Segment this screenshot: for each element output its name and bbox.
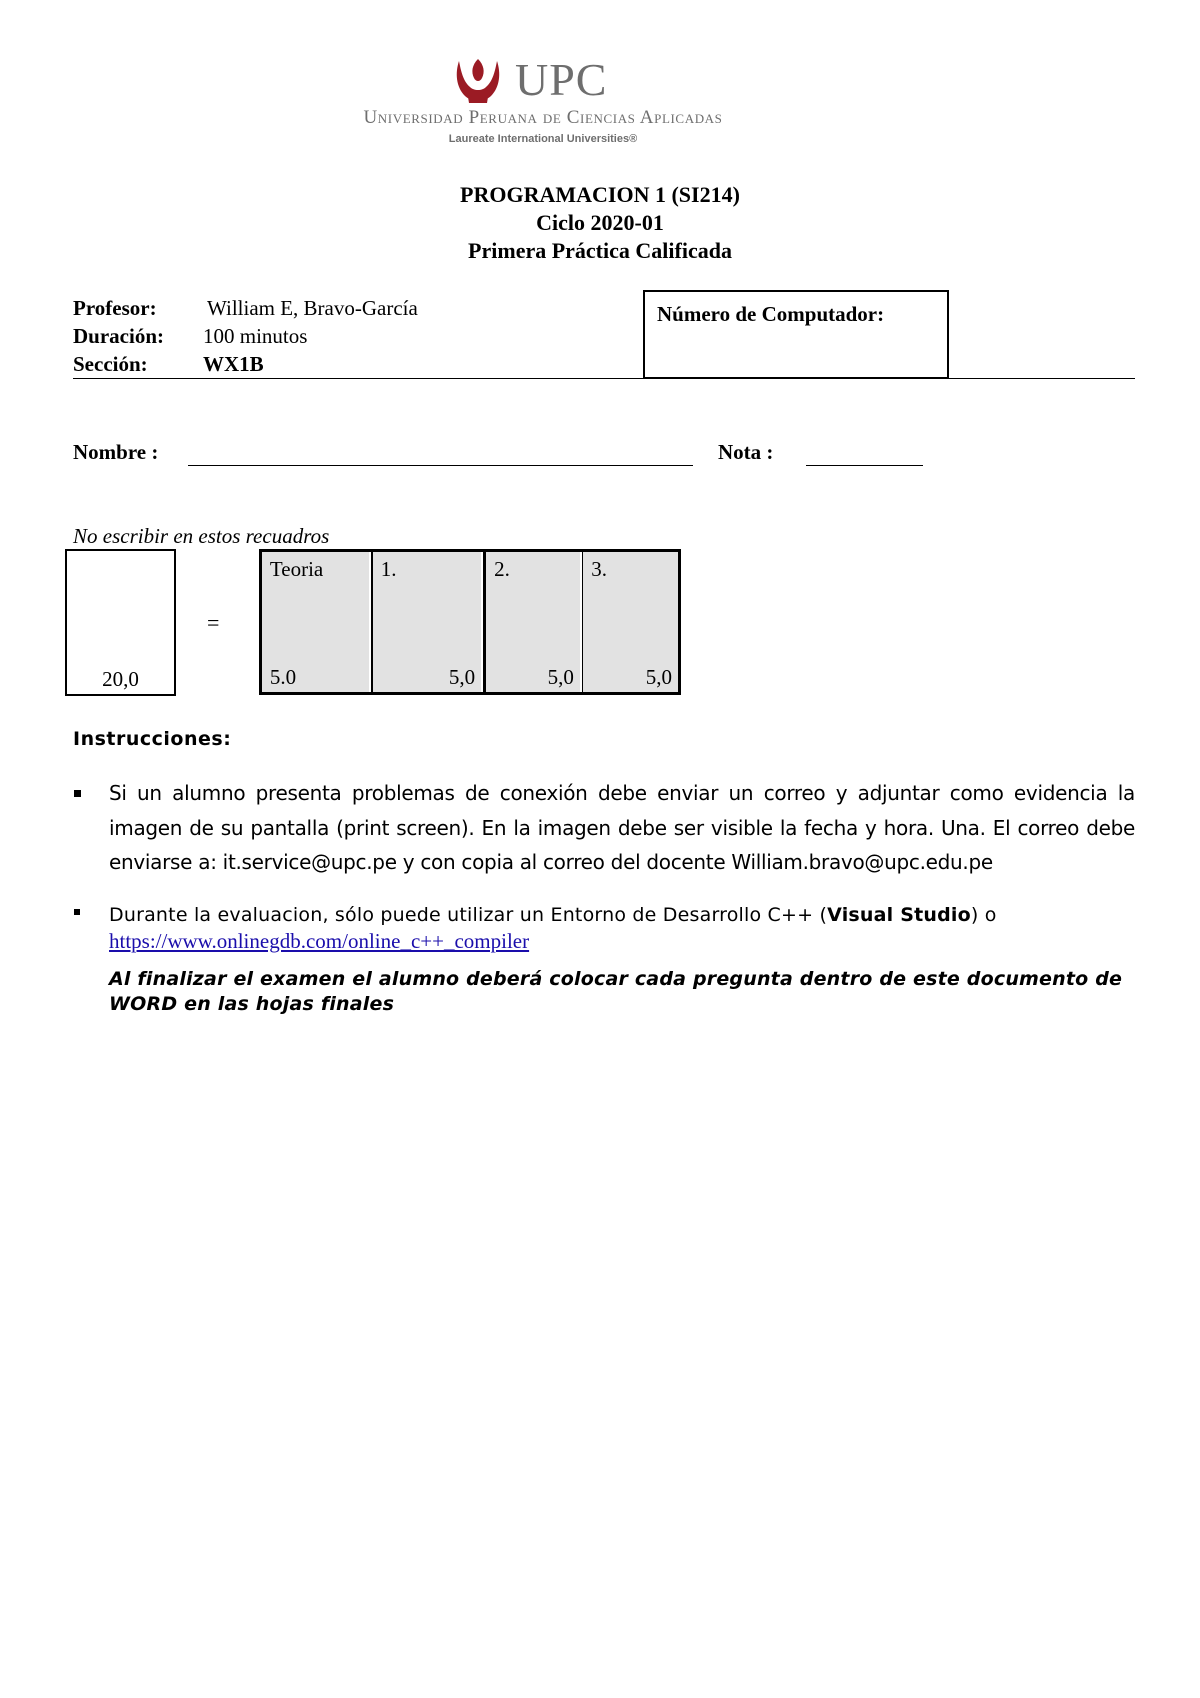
score-cell-label: 2. [494,557,510,581]
course-title: PROGRAMACION 1 (SI214) [460,182,740,207]
bullet-icon [74,909,80,915]
instruction-item-2-prefix: Durante la evaluacion, sólo puede utilizar un Entorno de Desarrollo C++ ( [109,904,828,926]
score-cell-value: 5,0 [547,665,574,689]
upc-emblem-icon [453,57,503,105]
header-divider [73,378,1135,379]
nombre-field[interactable] [188,465,693,466]
score-cell-label: 3. [591,557,608,581]
exam-title: Primera Práctica Calificada [468,238,732,263]
duracion-value: 100 minutos [203,324,308,348]
instruction-item-3: Al finalizar el examen el alumno deberá colocar cada pregunta dentro de este documento de WORD en las hojas finales [109,968,1123,1015]
instruction-item-2 [109,902,1135,955]
logo-university-name: Universidad Peruana de Ciencias Aplicadas [363,107,723,128]
score-cell-label: Teoria [269,557,324,581]
instructions-heading: Instrucciones: [73,728,232,750]
logo-brand: UPC [515,54,608,105]
scores-note: No escribir en estos recuadros [73,524,330,548]
duracion-label: Duración: [73,324,164,348]
total-score-box [65,549,176,696]
instruction-item-2-suffix: ) o [970,904,997,926]
profesor-value: William E, Bravo-García [207,296,418,320]
bullet-icon [74,790,81,797]
score-cell-value: 5,0 [448,665,476,689]
score-cell-label: 1. [380,557,397,581]
seccion-value: WX1B [203,352,264,376]
instruction-item-2-bold: Visual Studio [827,904,971,926]
instruction-item-1: Si un alumno presenta problemas de conexión debe enviar un correo y adjuntar como evidencia la imagen de su pantalla (print screen). En la imagen debe ser visible la fecha y hora. Una. El correo debe enviarse a: it.service@upc.pe y con copia al correo del docente William.bravo@upc.edu.pe [109,781,1135,874]
score-cell-1 [373,552,481,692]
total-score-value: 20,0 [102,667,139,691]
nota-field[interactable] [806,465,923,466]
score-cell-3 [583,552,678,692]
computer-number-box[interactable] [643,290,949,379]
score-cell-2 [486,552,580,692]
score-cell-value: 5,0 [645,665,672,689]
score-table [259,549,681,695]
score-cell-teoria [262,552,369,692]
profesor-label: Profesor: [73,296,157,320]
nota-label: Nota : [718,440,774,464]
nombre-label: Nombre : [73,440,159,464]
score-cell-value: 5.0 [269,665,297,689]
cycle-title: Ciclo 2020-01 [536,210,664,235]
logo-network: Laureate International Universities® [448,133,638,145]
seccion-label: Sección: [73,352,148,376]
upc-logo [333,55,753,155]
compiler-link[interactable]: https://www.onlinegdb.com/online_c++_compiler [109,929,530,953]
equals-sign: = [207,610,220,635]
computer-number-label: Número de Computador: [657,302,885,326]
